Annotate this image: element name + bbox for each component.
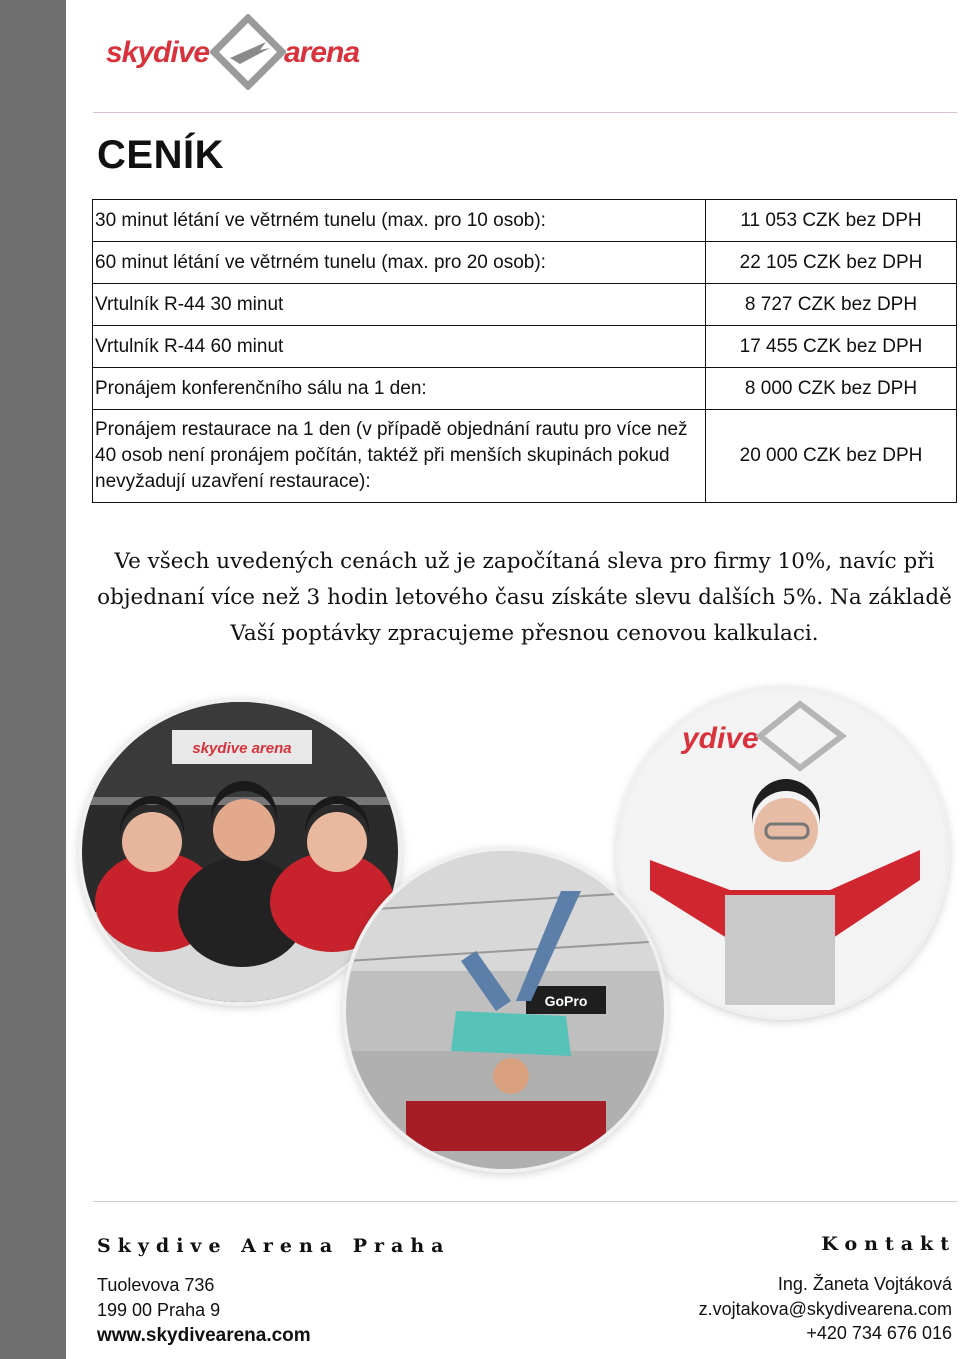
price-value: 11 053 CZK bez DPH (706, 200, 957, 242)
discount-note (92, 544, 957, 652)
table-row (93, 284, 957, 326)
banner-text: GoPro (544, 993, 588, 1009)
photo-solo-flyer (620, 690, 946, 1016)
price-item-label: Pronájem restaurace na 1 den (v případě objednání rautu pro více než 40 osob není pronájem počítán, taktéž při menších skupinách pokud nevyžadují uzavření restaurace): (93, 410, 706, 503)
contact-email[interactable]: z.vojtakova@skydivearena.com (698, 1299, 952, 1319)
table-row (93, 326, 957, 368)
photo-inverted-flyer (346, 851, 664, 1169)
price-value: 20 000 CZK bez DPH (706, 410, 957, 503)
price-table (92, 199, 957, 503)
skydive-arena-logo (106, 14, 376, 94)
website-link[interactable]: www.skydivearena.com (97, 1325, 311, 1346)
note-line: objednaní více než 3 hodin letového času získáte slevu dalších 5%. Na základě (97, 585, 952, 610)
price-value: 17 455 CZK bez DPH (706, 326, 957, 368)
price-item-label: 60 minut létání ve větrném tunelu (max. pro 20 osob): (93, 242, 706, 284)
logo-mark-icon (210, 14, 286, 90)
header-divider (93, 112, 957, 113)
table-row (93, 368, 957, 410)
contact-name: Ing. Žaneta Vojtáková (777, 1274, 952, 1294)
price-item-label: 30 minut létání ve větrném tunelu (max. pro 10 osob): (93, 200, 706, 242)
banner-text: ydive (682, 722, 759, 755)
price-value: 22 105 CZK bez DPH (706, 242, 957, 284)
address-line: 199 00 Praha 9 (97, 1300, 221, 1320)
footer-company-heading: Skydive Arena Praha (97, 1235, 451, 1257)
price-item-label: Vrtulník R-44 30 minut (93, 284, 706, 326)
banner-text: skydive arena (192, 740, 292, 757)
sidebar-stripe (0, 0, 66, 1359)
note-line: Ve všech uvedených cenách už je započítaná sleva pro firmy 10%, navíc při (114, 549, 935, 574)
price-value: 8 000 CZK bez DPH (706, 368, 957, 410)
photo-group-flyers (82, 702, 398, 1002)
page-title: CENÍK (97, 133, 224, 177)
table-row (93, 200, 957, 242)
table-row (93, 242, 957, 284)
note-line: Vaší poptávky zpracujeme přesnou cenovou kalkulaci. (230, 621, 819, 646)
footer-divider (93, 1201, 957, 1202)
table-row (93, 410, 957, 503)
contact-phone: +420 734 676 016 (806, 1323, 952, 1343)
footer-contact-heading: Kontakt (821, 1233, 956, 1255)
logo-text-arena: arena (284, 36, 360, 69)
logo-text-skydive: skydive (106, 36, 210, 69)
address-line: Tuolevova 736 (97, 1275, 215, 1295)
price-item-label: Pronájem konferenčního sálu na 1 den: (93, 368, 706, 410)
price-item-label: Vrtulník R-44 60 minut (93, 326, 706, 368)
price-value: 8 727 CZK bez DPH (706, 284, 957, 326)
